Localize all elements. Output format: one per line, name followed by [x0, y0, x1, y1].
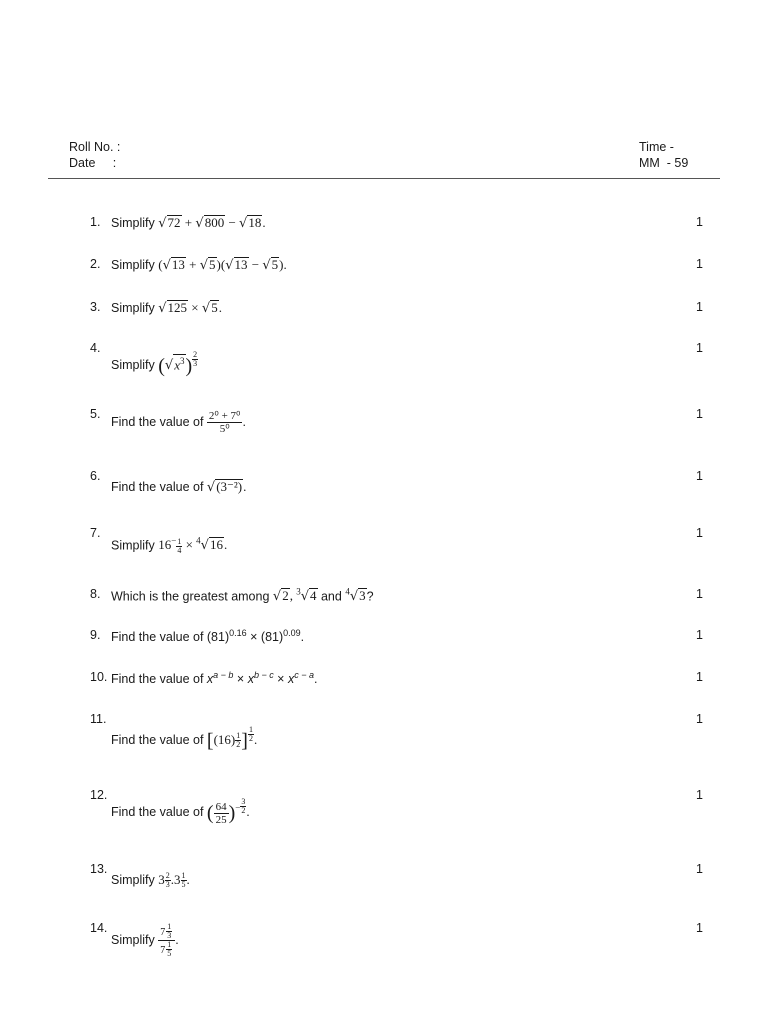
question-prefix: Simplify [111, 932, 155, 947]
question-number: 12. [90, 788, 108, 802]
roll-no-label: Roll No. : [69, 140, 121, 154]
question-3 [90, 300, 702, 320]
question-number: 2. [90, 257, 101, 271]
question-11 [90, 712, 702, 752]
question-marks: 1 [696, 921, 703, 935]
question-marks: 1 [696, 862, 703, 876]
question-text: Find the value of $(81)^{0.16} \times (81)^{0.09}$. [111, 628, 305, 645]
question-number: 5. [90, 407, 101, 421]
question-number: 9. [90, 628, 101, 642]
question-prefix: Find the value of [111, 805, 204, 819]
header-divider [48, 178, 720, 179]
question-text [111, 798, 250, 826]
question-text [111, 351, 198, 378]
question-marks: 1 [696, 628, 703, 642]
question-number: 7. [90, 526, 101, 540]
question-text [111, 670, 317, 686]
question-prefix: Simplify [111, 258, 155, 272]
question-math: $x^{a - b} \times x^{b - c} \times x^{c - a}$. [206, 670, 318, 687]
question-text: Find the value of $\frac{\text{2⁰ + 7⁰}}{\text{5⁰}}$ . [111, 410, 246, 435]
question-1 [90, 215, 702, 235]
question-6 [90, 469, 702, 497]
question-math: (√13 + √5)(√13 − √5). [158, 257, 287, 273]
exponent: 0.09 [283, 628, 301, 638]
question-math: √125 × √5. [158, 300, 222, 316]
question-marks: 1 [696, 526, 703, 540]
question-number: 1. [90, 215, 101, 229]
question-text [111, 215, 266, 231]
question-marks: 1 [696, 469, 703, 483]
question-math: √(3⁻²). [206, 479, 247, 495]
question-10 [90, 670, 702, 690]
question-9 [90, 628, 702, 648]
question-7 [90, 526, 702, 554]
question-5 [90, 407, 702, 447]
question-prefix: Find the value of [111, 672, 204, 687]
question-prefix: Find the value of (81) [111, 630, 230, 645]
question-12 [90, 788, 702, 832]
max-marks-label: MM - 59 [639, 156, 689, 170]
question-text [111, 479, 246, 495]
question-number: 4. [90, 341, 101, 355]
question-marks: 1 [696, 407, 703, 421]
question-prefix: Simplify [111, 216, 155, 230]
question-math: 16− $\frac{1}{4}$ × $^4$√16. [158, 536, 228, 556]
question-prefix: Which is the greatest among [111, 589, 270, 604]
question-marks: 1 [696, 257, 703, 271]
question-math: 3 $\frac{2}{3}$ .3 $\frac{1}{5}$ . [158, 871, 190, 889]
question-math: ( $\frac{64}{25}$ )− $\frac{3}{2}$ . [206, 797, 250, 826]
question-number: 8. [90, 587, 101, 601]
question-math: × (81) [246, 630, 284, 645]
question-number: 6. [90, 469, 101, 483]
question-2 [90, 257, 702, 277]
exponent: 0.16 [229, 628, 247, 638]
question-math: $\frac{\text{2⁰ + 7⁰}}{\text{5⁰}}$ [208, 410, 241, 435]
question-math-2: $^4$√3 [345, 587, 366, 605]
question-prefix: Simplify [111, 873, 155, 887]
question-prefix: Find the value of [111, 414, 204, 429]
question-marks: 1 [696, 788, 703, 802]
time-label: Time - [639, 140, 674, 154]
question-14 [90, 921, 702, 977]
question-math: [(16) $\frac{1}{2}$ ] $\frac{1}{2}$ . [206, 725, 258, 752]
question-math: $(√x^3)$ $\frac{2}{3}$ [158, 350, 198, 377]
question-number: 3. [90, 300, 101, 314]
question-text [111, 257, 287, 273]
question-prefix: Simplify [111, 301, 155, 315]
question-text [111, 726, 257, 753]
question-math: √72 + √800 − √18. [158, 215, 266, 231]
and-text: and [320, 589, 342, 604]
question-text [111, 872, 190, 889]
question-4 [90, 341, 703, 377]
question-marks: 1 [696, 341, 703, 355]
question-text [111, 300, 222, 316]
question-prefix: Simplify [111, 538, 155, 553]
question-number: 11. [90, 712, 107, 726]
question-text [111, 587, 374, 604]
question-math: 7 $\frac{1}{3}$ 7 $\frac{1}{5}$ [158, 923, 175, 958]
question-text [111, 536, 227, 555]
date-label: Date : [69, 156, 117, 170]
header-right [639, 139, 688, 171]
question-number: 14. [90, 921, 108, 935]
question-marks: 1 [696, 587, 703, 601]
question-number: 13. [90, 862, 108, 876]
question-13 [90, 862, 702, 892]
question-number: 10. [90, 670, 108, 684]
question-mark: ? [366, 589, 374, 604]
question-marks: 1 [696, 670, 703, 684]
question-marks: 1 [696, 712, 703, 726]
question-prefix: Simplify [111, 358, 155, 372]
question-marks: 1 [696, 215, 703, 229]
question-prefix: Find the value of [111, 480, 204, 494]
question-prefix: Find the value of [111, 733, 204, 747]
question-text: Simplify 7 $\frac{1}{3}$ 7 $\frac{1}{5}$ . [111, 922, 179, 958]
question-8 [90, 587, 702, 607]
question-marks: 1 [696, 300, 703, 314]
question-math: √2, $^3$√4 [272, 587, 317, 605]
header-left [69, 139, 120, 171]
